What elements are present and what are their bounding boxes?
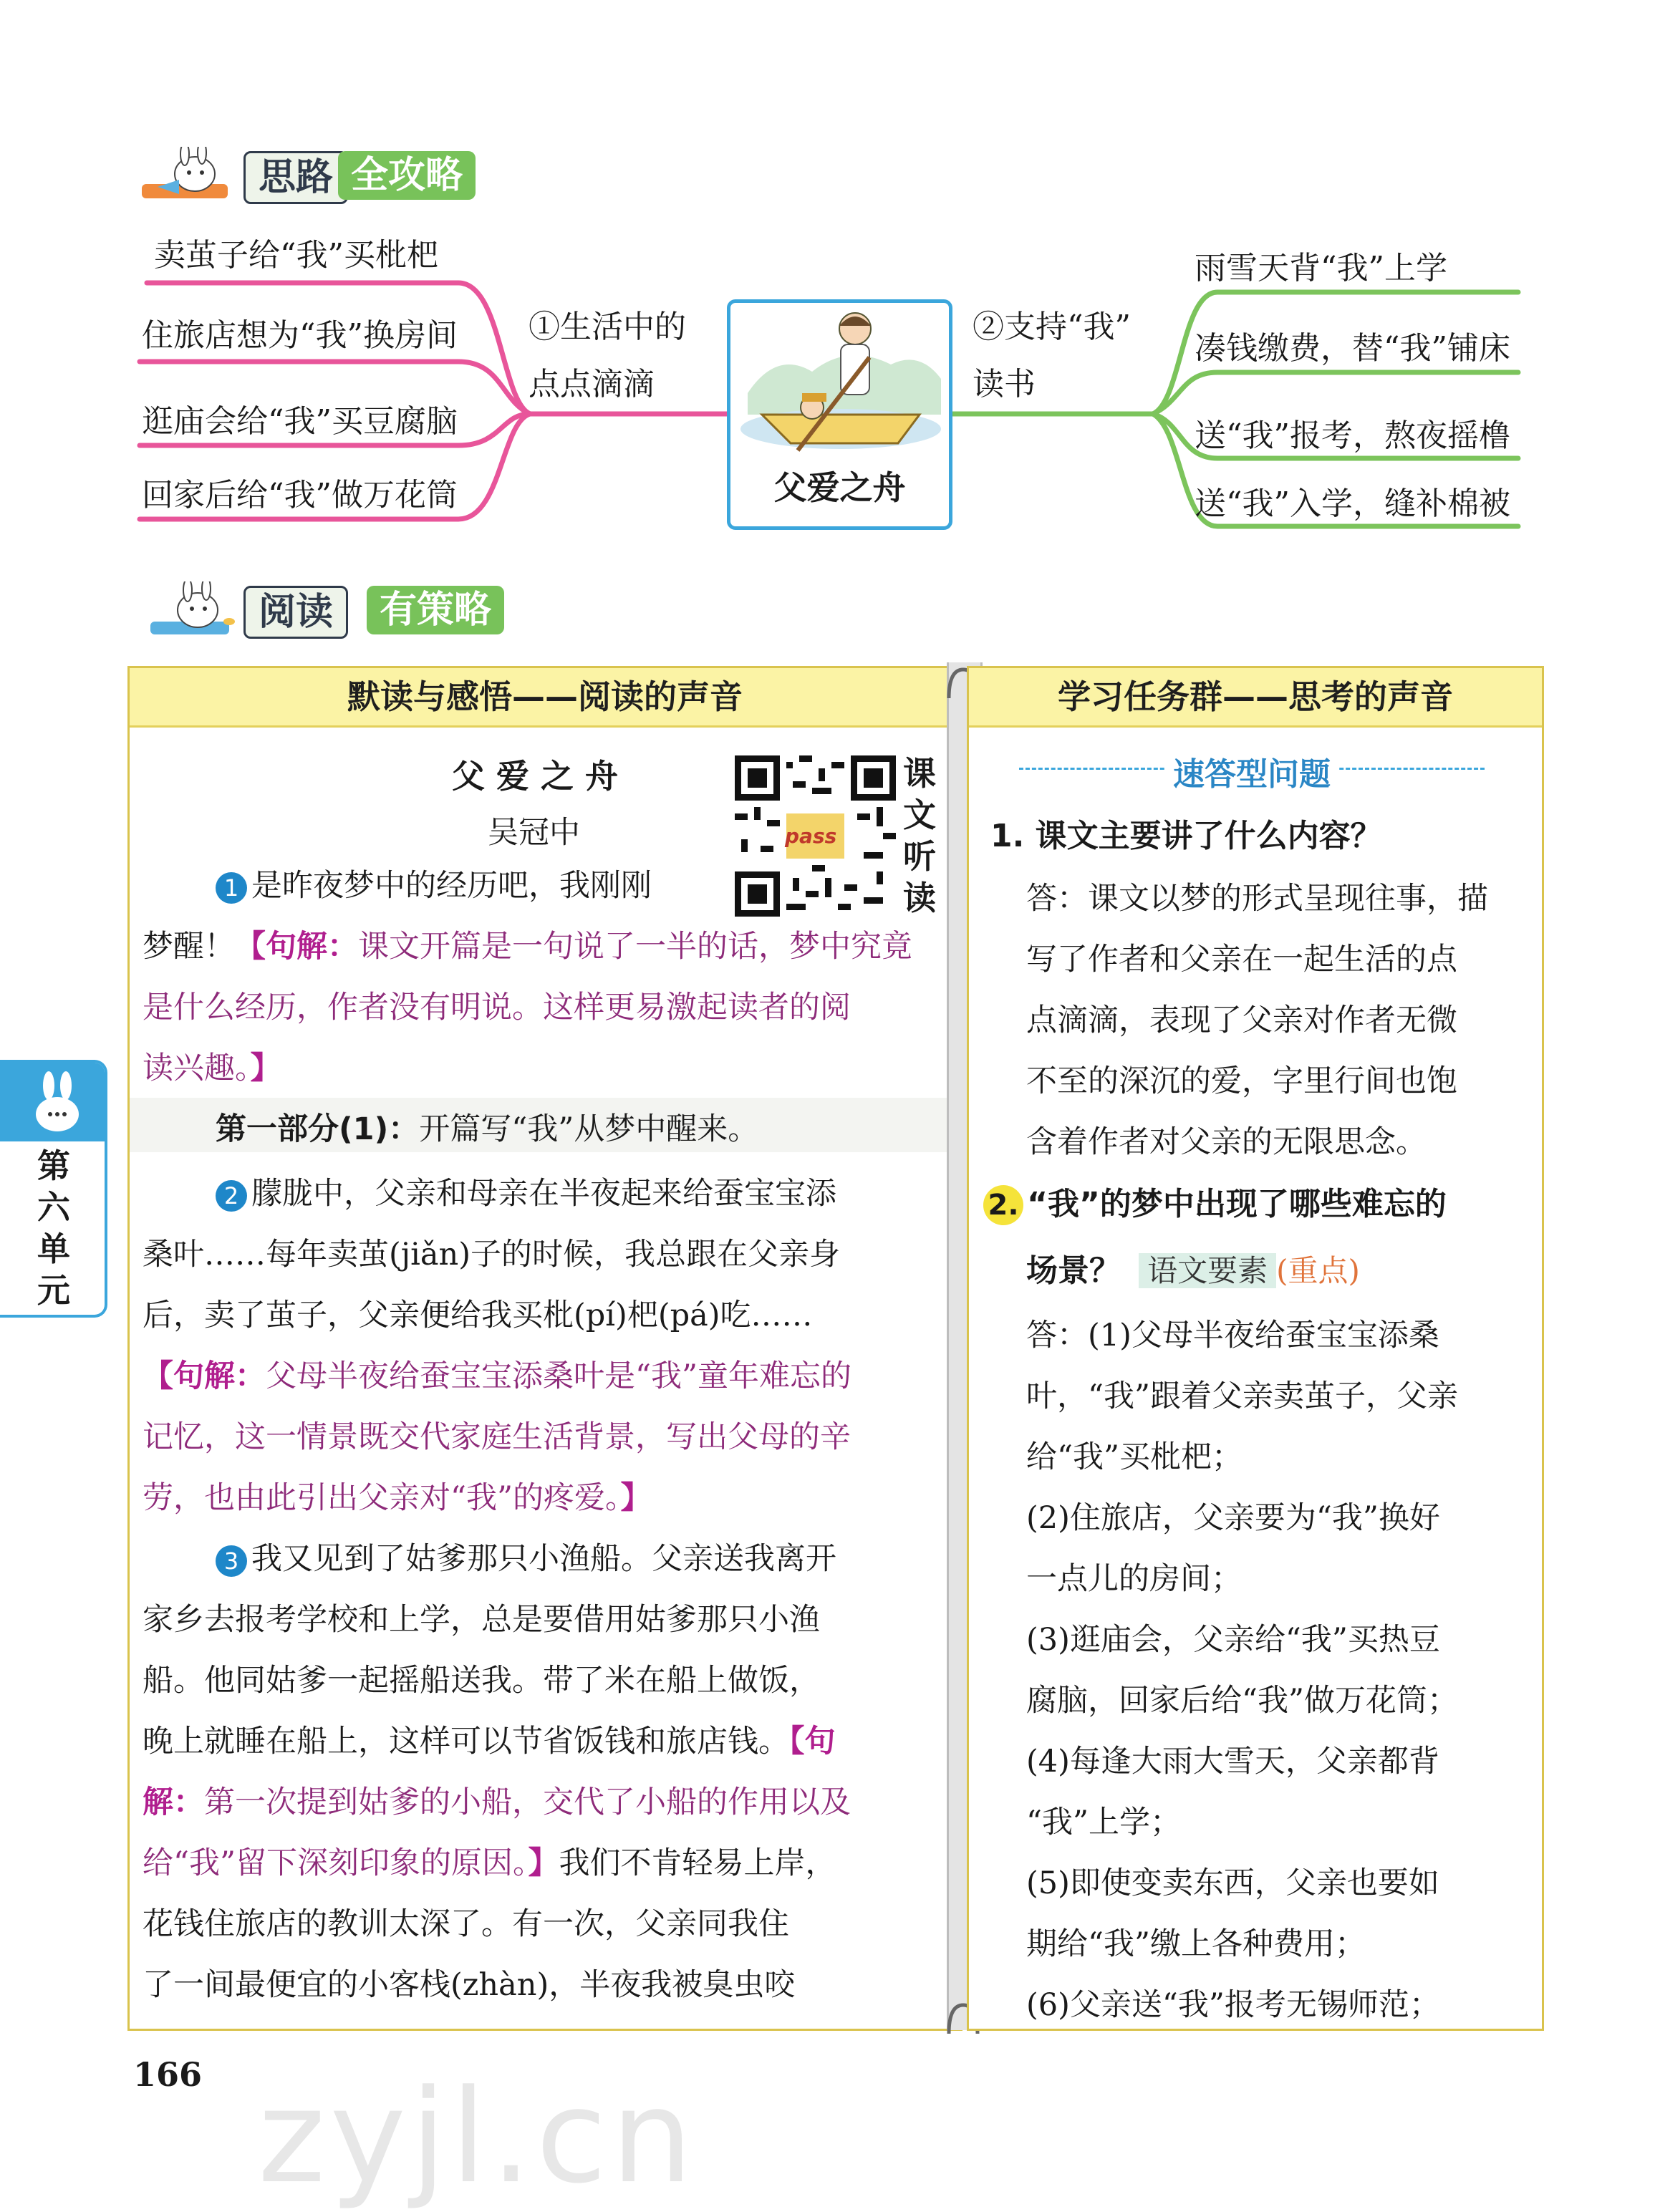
qr-side-char: 文 <box>903 796 936 834</box>
mindmap-right-branch-line1: ②支持“我” <box>973 309 1131 345</box>
paragraph-number: 2 <box>216 1180 247 1212</box>
tag-yuwen: 语文要素 <box>1139 1253 1276 1288</box>
paragraph-number: 3 <box>216 1545 247 1577</box>
article-author: 吴冠中 <box>488 815 580 851</box>
paragraph-line: 家乡去报考学校和上学，总是要借用姑爹那只小渔 <box>143 1602 820 1638</box>
paragraph-line: 了一间最便宜的小客栈(zhàn)，半夜我被臭虫咬 <box>143 1967 796 2003</box>
paragraph-number: 1 <box>216 872 247 904</box>
paragraph-line: 3 我又见到了姑爹那只小渔船。父亲送我离开 <box>216 1535 836 1578</box>
qr-side-label <box>903 753 939 919</box>
unit-side-tab <box>0 1060 107 1318</box>
part-summary: 第一部分(1)：开篇写“我”从梦中醒来。 <box>130 1098 953 1152</box>
section-header-reading <box>136 581 523 642</box>
mindmap-right-branch-line2: 读书 <box>973 366 1036 402</box>
paragraph-line: 晚上就睡在船上，这样可以节省饭钱和旅店钱。【句 <box>143 1724 836 1759</box>
question-2-line2: 场景？ 语文要素 (重点) <box>1026 1252 1360 1289</box>
mindmap-left-item: 回家后给“我”做万花筒 <box>142 477 458 513</box>
annotation-line: 读兴趣。】 <box>143 1051 281 1086</box>
unit-tab-char: 第 <box>37 1146 70 1185</box>
mindmap-left-item: 逛庙会给“我”买豆腐脑 <box>142 403 458 440</box>
qr-side-char: 课 <box>903 754 936 793</box>
mindmap-right-item: 送“我”报考，熬夜摇橹 <box>1195 417 1510 454</box>
page-number: 166 <box>133 2055 203 2094</box>
section-title-a: 阅读 <box>243 586 348 639</box>
right-panel-header: 学习任务群——思考的声音 <box>969 668 1542 728</box>
paragraph-line: 1 是昨夜梦中的经历吧，我刚刚 <box>216 861 652 905</box>
qr-side-char: 听 <box>903 837 936 876</box>
watermark: zyjl.cn <box>258 2062 698 2212</box>
mindmap-center-box <box>727 299 952 530</box>
mindmap-left-branch-line1: ①生活中的 <box>529 309 686 345</box>
mindmap-left-branch-line2: 点点滴滴 <box>529 366 655 402</box>
unit-tab-char: 元 <box>37 1271 70 1310</box>
article-title: 父 爱 之 舟 <box>452 757 619 796</box>
annotation-line: 【句解：父母半夜给蚕宝宝添桑叶是“我”童年难忘的 <box>143 1358 851 1394</box>
paragraph-line: 梦醒！【句解：课文开篇是一句说了一半的话，梦中究竟 <box>143 929 912 965</box>
qr-badge: pass <box>785 824 837 848</box>
question-1: 1. 课文主要讲了什么内容？ <box>990 818 1382 854</box>
annotation-line: 记忆，这一情景既交代家庭生活背景，写出父母的辛 <box>143 1419 851 1455</box>
annotation-line: 是什么经历，作者没有明说。这样更易激起读者的阅 <box>143 990 851 1025</box>
paragraph-line: 桑叶……每年卖茧(jiǎn)子的时候，我总跟在父亲身 <box>143 1237 840 1272</box>
mindmap-right-item: 雨雪天背“我”上学 <box>1195 250 1447 286</box>
qr-side-char: 读 <box>903 879 936 917</box>
unit-tab-char: 六 <box>37 1188 70 1227</box>
section-title-b: 有策略 <box>367 586 504 634</box>
unit-tab-char: 单 <box>37 1230 70 1268</box>
reading-panel-left <box>127 666 962 2031</box>
annotation-line: 劳，也由此引出父亲对“我”的疼爱。】 <box>143 1480 652 1516</box>
question-number-badge: 2. <box>983 1185 1023 1225</box>
annotation-line: 解：第一次提到姑爹的小船，交代了小船的作用以及 <box>143 1784 851 1820</box>
paragraph-line: 船。他同姑爹一起摇船送我。带了米在船上做饭， <box>143 1663 820 1699</box>
father-boat-illustration <box>733 307 948 458</box>
question-2: 2. “我”的梦中出现了哪些难忘的 <box>983 1178 1447 1225</box>
task-panel-right: 学习任务群——思考的声音 速答型问题 1. 课文主要讲了什么内容？ 答：课文以梦的形式呈现往事，描 写了作者和父亲在一起生活的点 点滴滴，表现了父亲对作者无微 不至的深沉的爱，字里行间也饱 含着作者对父亲的无限思念。 2. “我”的梦中出现了哪些难忘的 场景？ 语文要素 (重点) 答：(1)父母半夜给蚕宝宝添桑 叶，“我”跟着父亲卖茧子，父亲 给“我”买枇杷； (2)住旅店，父亲要为“我”换好 一点儿的房间； (3)逛庙会，父亲给“我”买热豆 腐脑，回家后给“我”做万花筒； (4)每逢大雨大雪天，父亲都背 “我”上学； (5)即使变卖东西，父亲也要如 期给“我”缴上各种费用； (6)父亲送“我”报考无锡师范； <box>967 666 1544 2031</box>
paragraph-line: 给“我”留下深刻印象的原因。】我们不肯轻易上岸， <box>143 1845 836 1881</box>
rabbit-reading-icon <box>136 581 243 642</box>
section-title-b: 全攻略 <box>338 151 476 200</box>
mindmap-left-item: 卖茧子给“我”买枇杷 <box>154 237 438 274</box>
tag-key-point: (重点) <box>1276 1253 1360 1288</box>
rabbit-icon <box>29 1068 86 1137</box>
paragraph-line: 花钱住旅店的教训太深了。有一次，父亲同我住 <box>143 1906 789 1942</box>
mindmap-left-item: 住旅店想为“我”换房间 <box>142 317 458 354</box>
mindmap-center-label: 父爱之舟 <box>773 468 906 507</box>
section-title-a: 思路 <box>243 151 348 204</box>
left-panel-header: 默读与感悟——阅读的声音 <box>130 668 960 728</box>
paragraph-line: 后，卖了茧子，父亲便给我买枇(pí)杷(pá)吃…… <box>143 1298 813 1333</box>
mindmap-right-item: 凑钱缴费，替“我”铺床 <box>1195 330 1510 367</box>
paragraph-line: 2 朦胧中，父亲和母亲在半夜起来给蚕宝宝添 <box>216 1169 836 1213</box>
quick-question-heading: 速答型问题 <box>1019 748 1485 788</box>
mindmap-right-item: 送“我”入学，缝补棉被 <box>1195 486 1510 522</box>
